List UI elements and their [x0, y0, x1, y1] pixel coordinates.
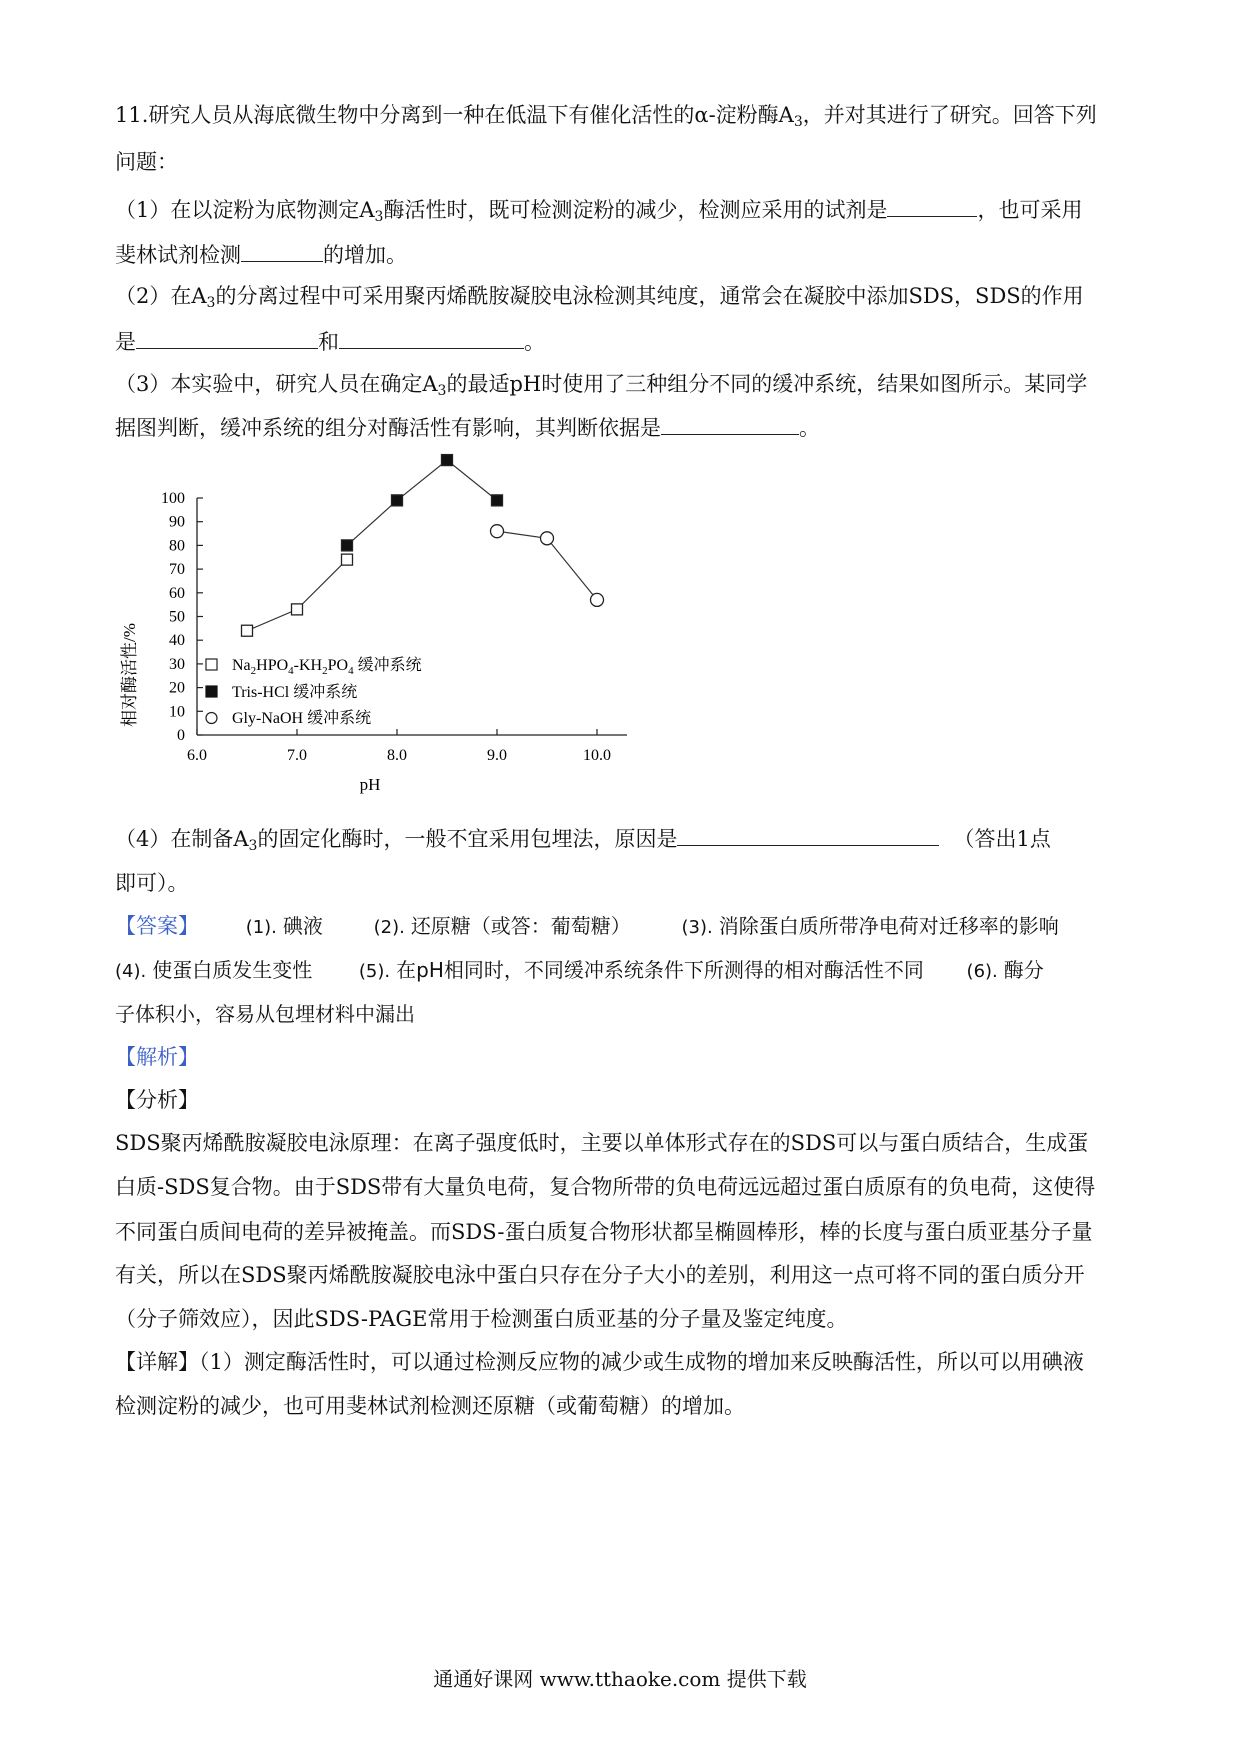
x-tick-label: 6.0 [187, 747, 207, 764]
question-1: （1）在以淀粉为底物测定$A_3$酶活性时，既可检测淀粉的减少，检测应采用的试剂是 ，也可采用 [115, 194, 1082, 232]
answer-blank-3 [136, 326, 318, 349]
answer-line-1: 【答案】 (1). 碘液 (2). 还原糖（或答：葡萄糖） (3). 消除蛋白质所带净电荷对迁移率的影响 [115, 914, 1059, 938]
data-point-open-square [342, 554, 353, 565]
y-tick-label: 30 [169, 655, 185, 673]
question-2: （2）在$A_3$的分离过程中可采用聚丙烯酰胺凝胶电泳检测其纯度，通常会在凝胶中添加SDS，SDS的作用 [115, 284, 1084, 311]
series-line-1 [347, 460, 497, 545]
question-stem-line2: 问题： [115, 150, 178, 174]
y-tick-label: 10 [169, 703, 185, 721]
answer-blank-6 [677, 823, 939, 846]
analysis-paragraph-line-3: 不同蛋白质间电荷的差异被掩盖。而SDS-蛋白质复合物形状都呈椭圆棒形，棒的长度与蛋白质亚基分子量 [115, 1220, 1093, 1244]
x-tick-label: 9.0 [487, 747, 507, 764]
y-tick-label: 40 [169, 632, 185, 650]
x-tick-label: 7.0 [287, 747, 307, 764]
data-point-filled-square [442, 455, 453, 466]
answer-label: 【答案】 [115, 914, 199, 938]
analysis-paragraph-line-2: 白质-SDS复合物。由于SDS带有大量负电荷，复合物所带的负电荷远远超过蛋白质原有的负电荷，这使得 [115, 1175, 1096, 1199]
legend-label-tris: Tris-HCl 缓冲系统 [232, 684, 358, 701]
analysis-paragraph-line-1: SDS聚丙烯酰胺凝胶电泳原理：在离子强度低时，主要以单体形式存在的SDS可以与蛋白质结合，生成蛋 [115, 1131, 1089, 1155]
data-point-open-circle [491, 525, 504, 538]
question-stem: 11.研究人员从海底微生物中分离到一种在低温下有催化活性的α-淀粉酶$A_3$，并对其进行了研究。回答下列 [115, 103, 1097, 130]
chart-series-points [242, 455, 604, 637]
data-point-filled-square [492, 495, 503, 506]
data-point-filled-square [392, 495, 403, 506]
y-tick-label: 90 [169, 513, 185, 531]
answer-line-3: 子体积小，容易从包埋材料中漏出 [115, 1002, 415, 1026]
legend-marker-open-circle [206, 713, 217, 724]
question-3: （3）本实验中，研究人员在确定$A_3$的最适pH时使用了三种组分不同的缓冲系统，结果如图所示。某同学 [115, 372, 1088, 399]
question-3-line2: 据图判断，缓冲系统的组分对酶活性有影响，其判断依据是 。 [115, 412, 820, 443]
data-point-filled-square [342, 540, 353, 551]
y-axis-label: 相对酶活性/% [120, 623, 139, 727]
question-4-line2: 即可）。 [115, 871, 189, 895]
page-footer: 通通好课网 www.tthaoke.com 提供下载 [433, 1667, 807, 1691]
y-tick-label: 80 [169, 537, 185, 555]
detail-line-2: 检测淀粉的减少，也可用斐林试剂检测还原糖（或葡萄糖）的增加。 [115, 1394, 745, 1418]
question-1-line2: 斐林试剂检测 的增加。 [115, 239, 407, 270]
legend-label-phosphate: $Na_2HPO_4-KH_2PO_4$ 缓冲系统 [232, 657, 422, 677]
x-axis-label: pH [359, 775, 381, 794]
y-tick-label: 0 [177, 727, 185, 744]
legend-marker-open-square [206, 659, 217, 670]
data-point-open-square [242, 625, 253, 636]
series-line-0 [247, 560, 347, 631]
answer-blank-4 [339, 326, 524, 349]
question-2-line2: 是 和 。 [115, 326, 545, 357]
analysis-paragraph-line-4: 有关，所以在SDS聚丙烯酰胺凝胶电泳中蛋白只存在分子大小的差别，利用这一点可将不同的蛋白质分开 [115, 1263, 1085, 1287]
legend-marker-filled-square [206, 686, 217, 697]
y-tick-label: 60 [169, 584, 185, 602]
y-tick-label: 50 [169, 608, 185, 626]
data-point-open-circle [541, 532, 554, 545]
chart-ticks [161, 490, 611, 764]
detail-line-1: 【详解】（1）测定酶活性时，可以通过检测反应物的减少或生成物的增加来反映酶活性，所以可以用碘液 [115, 1350, 1084, 1374]
y-tick-label: 20 [169, 679, 185, 697]
y-tick-label: 100 [161, 490, 185, 507]
answer-blank-1 [887, 194, 977, 217]
x-tick-label: 10.0 [583, 747, 611, 764]
data-point-open-circle [591, 593, 604, 606]
chart-legend [206, 656, 422, 727]
analysis-label: 【解析】 [115, 1045, 199, 1069]
analysis-subheading: 【分析】 [115, 1088, 199, 1112]
y-tick-label: 70 [169, 561, 185, 579]
analysis-paragraph-line-5: （分子筛效应），因此SDS-PAGE常用于检测蛋白质亚基的分子量及鉴定纯度。 [115, 1307, 848, 1331]
legend-label-gly: Gly-NaOH 缓冲系统 [232, 710, 372, 727]
answer-line-2: (4). 使蛋白质发生变性 (5). 在pH相同时，不同缓冲系统条件下所测得的相对酶活性不同 (6). 酶分 [115, 958, 1044, 982]
answer-blank-5 [661, 412, 799, 435]
question-4: （4）在制备$A_3$的固定化酶时，一般不宜采用包埋法，原因是 （答出1点 [115, 823, 1051, 861]
x-tick-label: 8.0 [387, 747, 407, 764]
answer-blank-2 [241, 239, 323, 262]
data-point-open-square [292, 604, 303, 615]
